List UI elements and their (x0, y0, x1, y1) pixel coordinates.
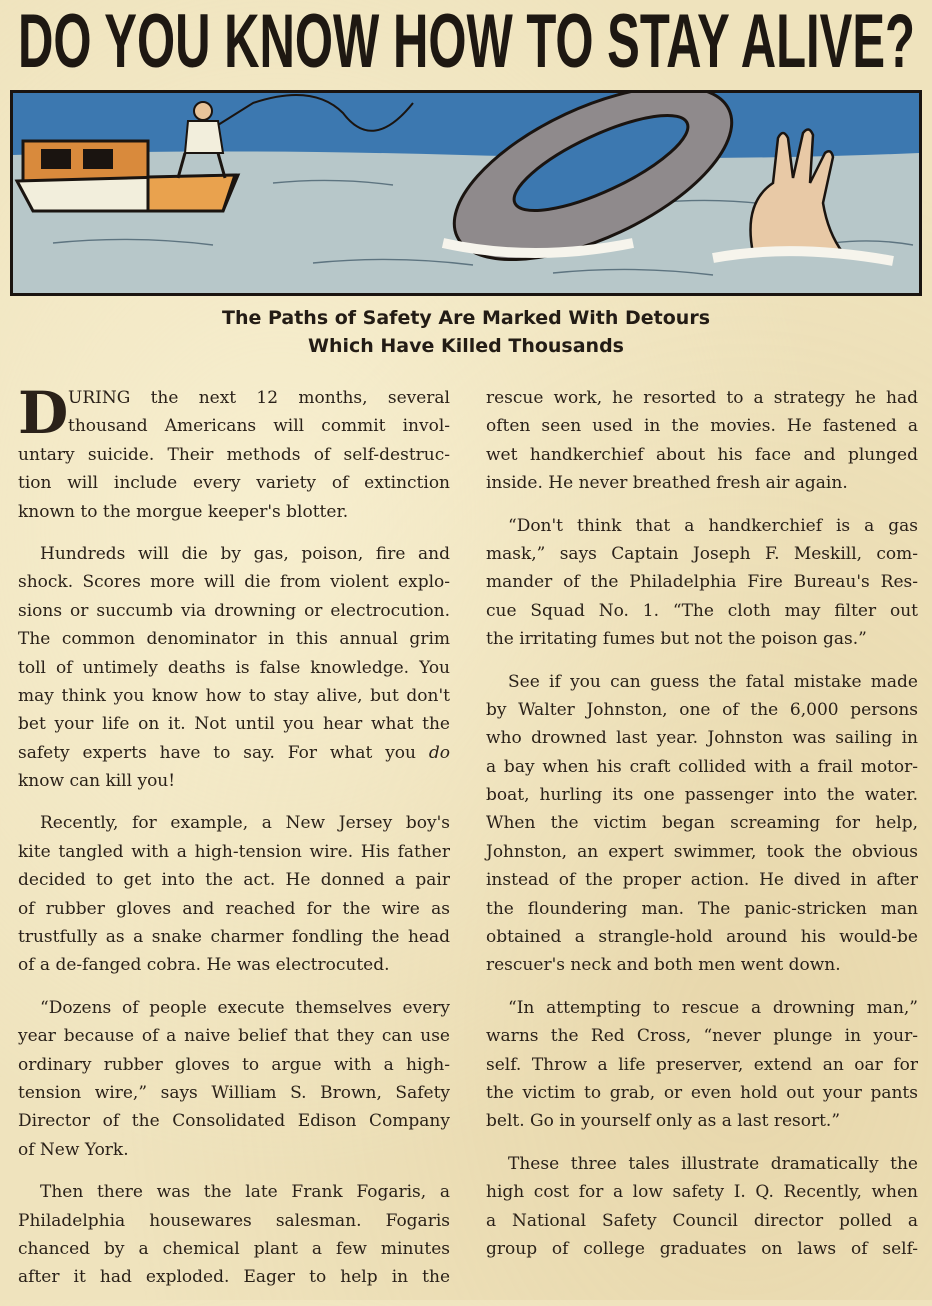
text-line: self. Throw a life preserver, extend an oar for (486, 1054, 918, 1075)
text-line (18, 739, 450, 767)
text-line: trustfully as a snake charmer fondling the head (18, 927, 450, 948)
caption-line-2: Which Have Killed Thousands (307, 335, 624, 357)
text-line: cue Squad No. 1. “The cloth may filter out (486, 600, 918, 621)
caption-line-1: The Paths of Safety Are Marked With Detours (221, 307, 711, 329)
text-line: high cost for a low safety I. Q. Recently, when (486, 1182, 918, 1203)
emphasis: do (428, 742, 450, 763)
text-line: These three tales illustrate dramatically the (508, 1153, 918, 1174)
article-right-column (486, 384, 918, 1277)
paragraph (486, 668, 918, 980)
text-line: who drowned last year. Johnston was sailing in (486, 728, 918, 749)
paragraph (18, 540, 450, 796)
text-line: “In attempting to rescue a drowning man,” (508, 997, 918, 1018)
article-left-column (18, 379, 450, 1306)
text-line: often seen used in the movies. He fastened a (486, 416, 918, 437)
text-line: Johnston, an expert swimmer, took the obvious (486, 841, 918, 862)
text-line: know can kill you! (18, 771, 176, 792)
text-line: The common denominator in this annual grim (18, 629, 450, 650)
text-line: tension wire,” says William S. Brown, Safety (18, 1082, 450, 1103)
drowning-rescue-illustration (13, 93, 919, 293)
text-line: Philadelphia housewares salesman. Fogaris (18, 1210, 450, 1231)
text-line: Director of the Consolidated Edison Company (18, 1111, 450, 1132)
text-line: obtained a strangle-hold around his would-be (486, 927, 918, 948)
text-line: mander of the Philadelphia Fire Bureau's Res- (486, 572, 918, 593)
illustration-caption (0, 304, 932, 360)
text-line: group of college graduates on laws of self- (486, 1238, 918, 1259)
text-line: boat, hurling its one passenger into the water. (486, 785, 918, 806)
headline: DO YOU KNOW HOW TO STAY ALIVE? (18, 0, 915, 84)
text-line: rescuer's neck and both men went down. (486, 955, 841, 976)
text-line: of a de-fanged cobra. He was electrocuted. (18, 955, 390, 976)
text-run: safety experts have to say. For what you (18, 742, 429, 763)
text-line: Hundreds will die by gas, poison, fire and (40, 543, 450, 564)
text-line: a National Safety Council director polled a (486, 1210, 918, 1231)
text-line: “Dozens of people execute themselves every (40, 997, 450, 1018)
text-line: rescue work, he resorted to a strategy he had (486, 388, 918, 408)
text-line: after it had exploded. Eager to help in the (18, 1267, 450, 1288)
text-line: of New York. (18, 1139, 129, 1160)
text-line: Then there was the late Frank Fogaris, a (40, 1182, 450, 1203)
text-line: kite tangled with a high-tension wire. His father (18, 841, 450, 862)
page-title (18, 0, 915, 84)
paragraph (486, 384, 918, 498)
text-line: year because of a naive belief that they can use (18, 1026, 450, 1047)
text-line: the victim to grab, or even hold out your pants (486, 1082, 918, 1103)
text-line: a bay when his craft collided with a frail motor- (486, 756, 918, 777)
text-line: by Walter Johnston, one of the 6,000 persons (486, 699, 918, 720)
text-line: the irritating fumes but not the poison gas.” (486, 629, 867, 650)
text-line: ordinary rubber gloves to argue with a high- (18, 1054, 450, 1075)
text-line: decided to get into the act. He donned a pair (18, 870, 450, 891)
text-line: “Don't think that a handkerchief is a gas (508, 515, 918, 536)
text-line: chanced by a chemical plant a few minutes (18, 1238, 450, 1259)
text-line: warns the Red Cross, “never plunge in your- (486, 1026, 918, 1047)
text-line: of rubber gloves and reached for the wire as (18, 898, 450, 919)
text-line: wet handkerchief about his face and plunged (486, 444, 918, 465)
paragraph (486, 994, 918, 1136)
text-line: known to the morgue keeper's blotter. (18, 501, 349, 522)
text-line: untary suicide. Their methods of self-destruc- (18, 444, 450, 465)
text-line: shock. Scores more will die from violent explo- (18, 572, 450, 593)
paragraph (18, 1178, 450, 1292)
text-line: mask,” says Captain Joseph F. Meskill, com- (486, 543, 918, 564)
text-line: See if you can guess the fatal mistake made (508, 671, 918, 692)
text-line: belt. Go in yourself only as a last resort.” (486, 1111, 841, 1132)
text-line: instead of the proper action. He dived in after (486, 870, 918, 891)
text-line: thousand Americans will commit invol- (68, 416, 450, 437)
text-line: the floundering man. The panic-stricken man (486, 898, 918, 919)
text-line: bet your life on it. Not until you hear what the (18, 714, 450, 735)
paragraph (18, 379, 450, 526)
paragraph (18, 809, 450, 979)
paragraph (18, 994, 450, 1164)
text-line: Recently, for example, a New Jersey boy's (40, 813, 450, 834)
text-line: toll of untimely deaths is false knowledge. You (18, 657, 450, 678)
paragraph (486, 1150, 918, 1264)
text-line: tion will include every variety of extinction (18, 473, 450, 494)
text-line: When the victim began screaming for help, (486, 813, 918, 834)
paragraph (486, 512, 918, 654)
text-line: URING the next 12 months, several (68, 388, 450, 408)
drop-cap: D (18, 379, 69, 447)
illustration-panel (10, 90, 922, 296)
text-line: may think you know how to stay alive, but don't (18, 685, 450, 706)
text-line: inside. He never breathed fresh air again. (486, 473, 848, 494)
text-line: sions or succumb via drowning or electrocution. (18, 600, 450, 621)
